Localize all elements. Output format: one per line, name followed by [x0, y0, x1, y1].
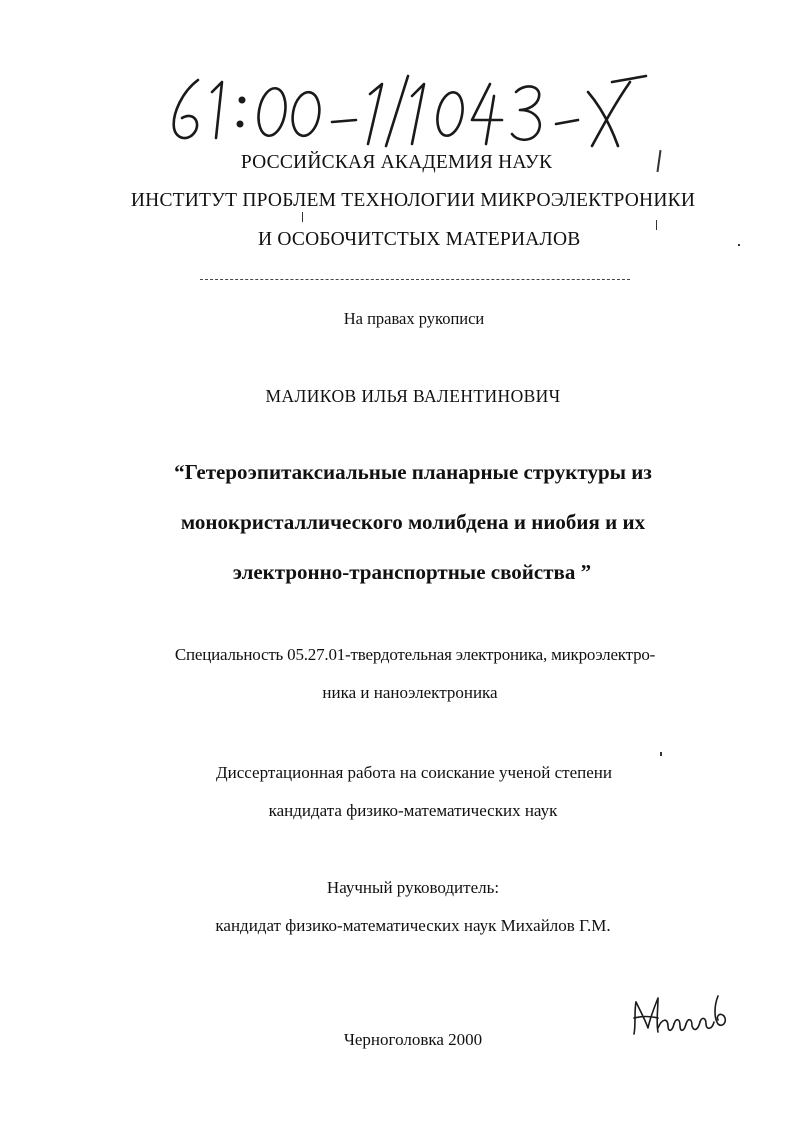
advisor-name: кандидат физико-математических наук Михайлов Г.М.: [215, 916, 611, 935]
organization-line-1: РОССИЙСКАЯ АКАДЕМИЯ НАУК: [240, 152, 553, 173]
dissertation-title-line-3: электронно-транспортные свойства ”: [232, 560, 592, 584]
advisor-label: Научный руководитель:: [326, 878, 500, 897]
manuscript-note: На правах рукописи: [343, 309, 485, 328]
scan-mark: [656, 220, 657, 230]
specialty-line-2: ника и наноэлектроника: [322, 683, 498, 702]
degree-line-2: кандидата физико-математических наук: [268, 801, 558, 820]
dissertation-title-line-1: “Гетероэпитаксиальные планарные структуры из: [174, 460, 652, 484]
dashed-separator: [200, 279, 630, 280]
handwritten-archive-number: [160, 62, 660, 152]
specialty-line-1: Специальность 05.27.01-твердотельная электроника, микроэлектро-: [174, 645, 656, 664]
organization-line-3: И ОСОБОЧИТСТЫХ МАТЕРИАЛОВ: [258, 229, 581, 250]
author-name: МАЛИКОВ ИЛЬЯ ВАЛЕНТИНОВИЧ: [265, 386, 561, 406]
scan-mark: [660, 752, 662, 756]
scan-mark: [738, 244, 740, 246]
city-year: Черноголовка 2000: [343, 1030, 483, 1049]
dissertation-title-line-2: монокристаллического молибдена и ниобия и их: [180, 510, 646, 534]
degree-line-1: Диссертационная работа на соискание ученой степени: [216, 763, 612, 782]
scan-mark: [302, 212, 303, 222]
organization-line-2: ИНСТИТУТ ПРОБЛЕМ ТЕХНОЛОГИИ МИКРОЭЛЕКТРОНИКИ: [130, 190, 696, 211]
